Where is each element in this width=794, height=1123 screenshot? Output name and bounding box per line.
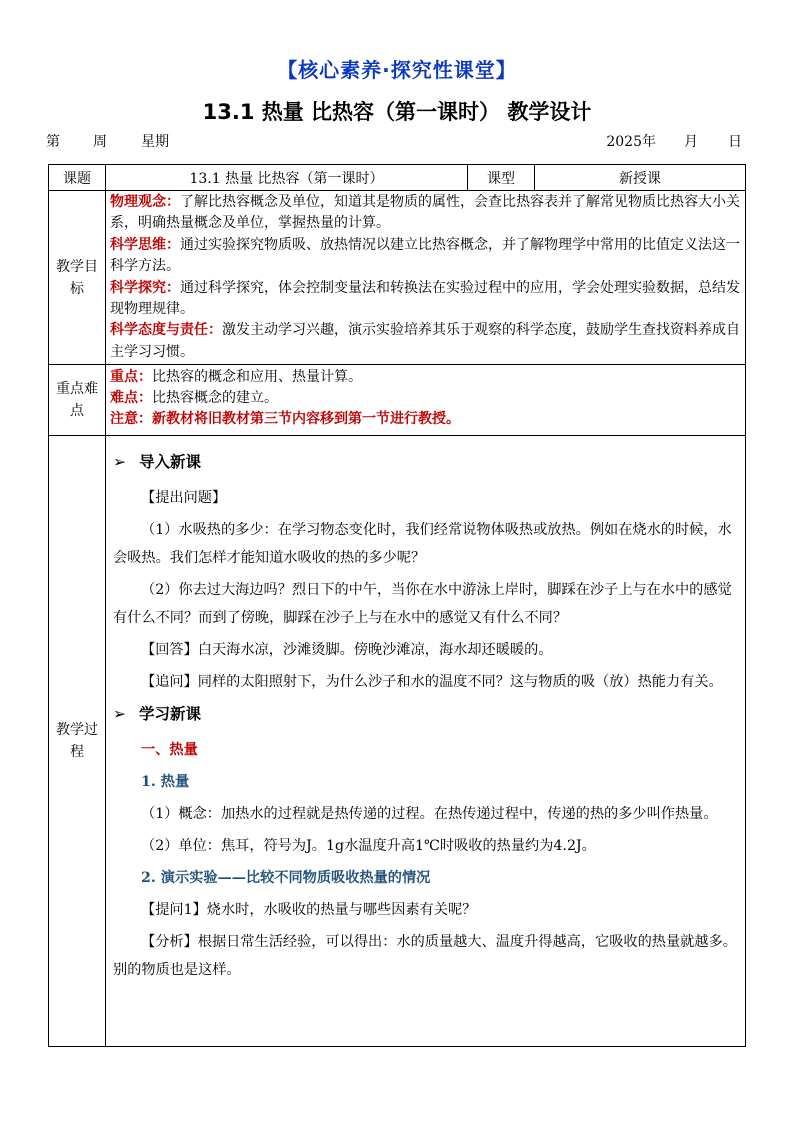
topic-value: 13.1 热量 比热容（第一课时） [106,165,468,191]
unit: （2）单位：焦耳，符号为J。1g水温度升高1℃时吸收的热量约为4.2J。 [141,838,596,855]
concept: （1）概念：加热水的过程就是热传递的过程。在热传递过程中，传递的热的多少叫作热量。 [141,806,718,823]
process-label: 教学过程 [49,436,106,1047]
lesson-plan-table [48,164,746,1047]
ask-1: 【提问1】烧水时，水吸收的热量与哪些因素有关呢？ [141,902,477,919]
difficulty-tag: 难点： [110,390,152,407]
date-line [46,131,742,151]
type-value: 新授课 [535,165,746,191]
week-label-mid: 周 [93,134,107,150]
heading-demo: 2. 演示实验——比较不同物质吸收热量的情况 [141,870,431,887]
year-label: 2025年 [606,134,656,150]
analysis: 【分析】根据日常生活经验，可以得出：水的质量越大、温度升得越高，它吸收的热量就越多。别的物质也是这样。 [113,934,737,979]
key-label: 重点难点 [49,365,106,436]
answer: 【回答】白天海水凉，沙滩烫脚。傍晚沙滩凉，海水却还暖暖的。 [141,642,553,659]
section-new: ➢ 学习新课 [113,700,740,728]
heading-heat-1: 1. 热量 [141,774,190,791]
arrow-icon: ➢ [113,453,126,472]
process-row [49,436,746,1047]
note-text: 注意：新教材将旧教材第三节内容移到第一节进行教授。 [110,411,460,428]
ask-title: 【提出问题】 [141,490,227,507]
goals-row [49,191,746,365]
key-point-tag: 重点： [110,369,152,386]
day-label: 日 [728,134,742,150]
key-content [106,365,746,436]
topic-row [49,165,746,191]
key-row [49,365,746,436]
type-label: 课型 [468,165,535,191]
process-content [106,436,746,1047]
banner-title: 【核心素养·探究性课堂】 [277,58,517,82]
arrow-icon: ➢ [113,705,126,724]
followup: 【追问】同样的太阳照射下，为什么沙子和水的温度不同？这与物质的吸（放）热能力有关。 [141,674,723,691]
heading-heat: 一、热量 [141,742,198,759]
goals-label: 教学目标 [49,191,106,365]
goal-item: 科学态度与责任：激发主动学习兴趣，演示实验培养其乐于观察的科学态度，鼓励学生查找资料养成自主学习习惯。 [110,322,740,360]
difficulty-point: 比热容概念的建立。 [152,390,278,407]
section-intro: ➢ 导入新课 [113,448,740,476]
topic-label: 课题 [49,165,106,191]
goal-item: 物理观念：了解比热容概念及单位，知道其是物质的属性，会查比热容表并了解常见物质比热容大小关系，明确热量概念及单位，掌握热量的计算。 [110,194,740,232]
weekday-label: 星期 [141,134,169,150]
question-2: （2）你去过大海边吗？烈日下的中午，当你在水中游泳上岸时，脚踩在沙子上与在水中的感觉有什么不同？而到了傍晚，脚踩在沙子上与在水中的感觉又有什么不同？ [113,582,732,627]
question-1: （1）水吸热的多少：在学习物态变化时，我们经常说物体吸热或放热。例如在烧水的时候，水会吸热。我们怎样才能知道水吸收的热的多少呢？ [113,522,732,567]
goal-item: 科学思维：通过实验探究物质吸、放热情况以建立比热容概念，并了解物理学中常用的比值定义法这一科学方法。 [110,236,740,275]
key-point: 比热容的概念和应用、热量计算。 [152,369,362,386]
week-label-left: 第 [46,134,60,150]
goals-content [106,191,746,365]
goal-item: 科学探究：通过科学探究，体会控制变量法和转换法在实验过程中的应用，学会处理实验数据，总结发现物理规律。 [110,279,740,318]
document-title: 13.1 热量 比热容（第一课时） 教学设计 [202,100,592,124]
month-label: 月 [684,134,698,150]
